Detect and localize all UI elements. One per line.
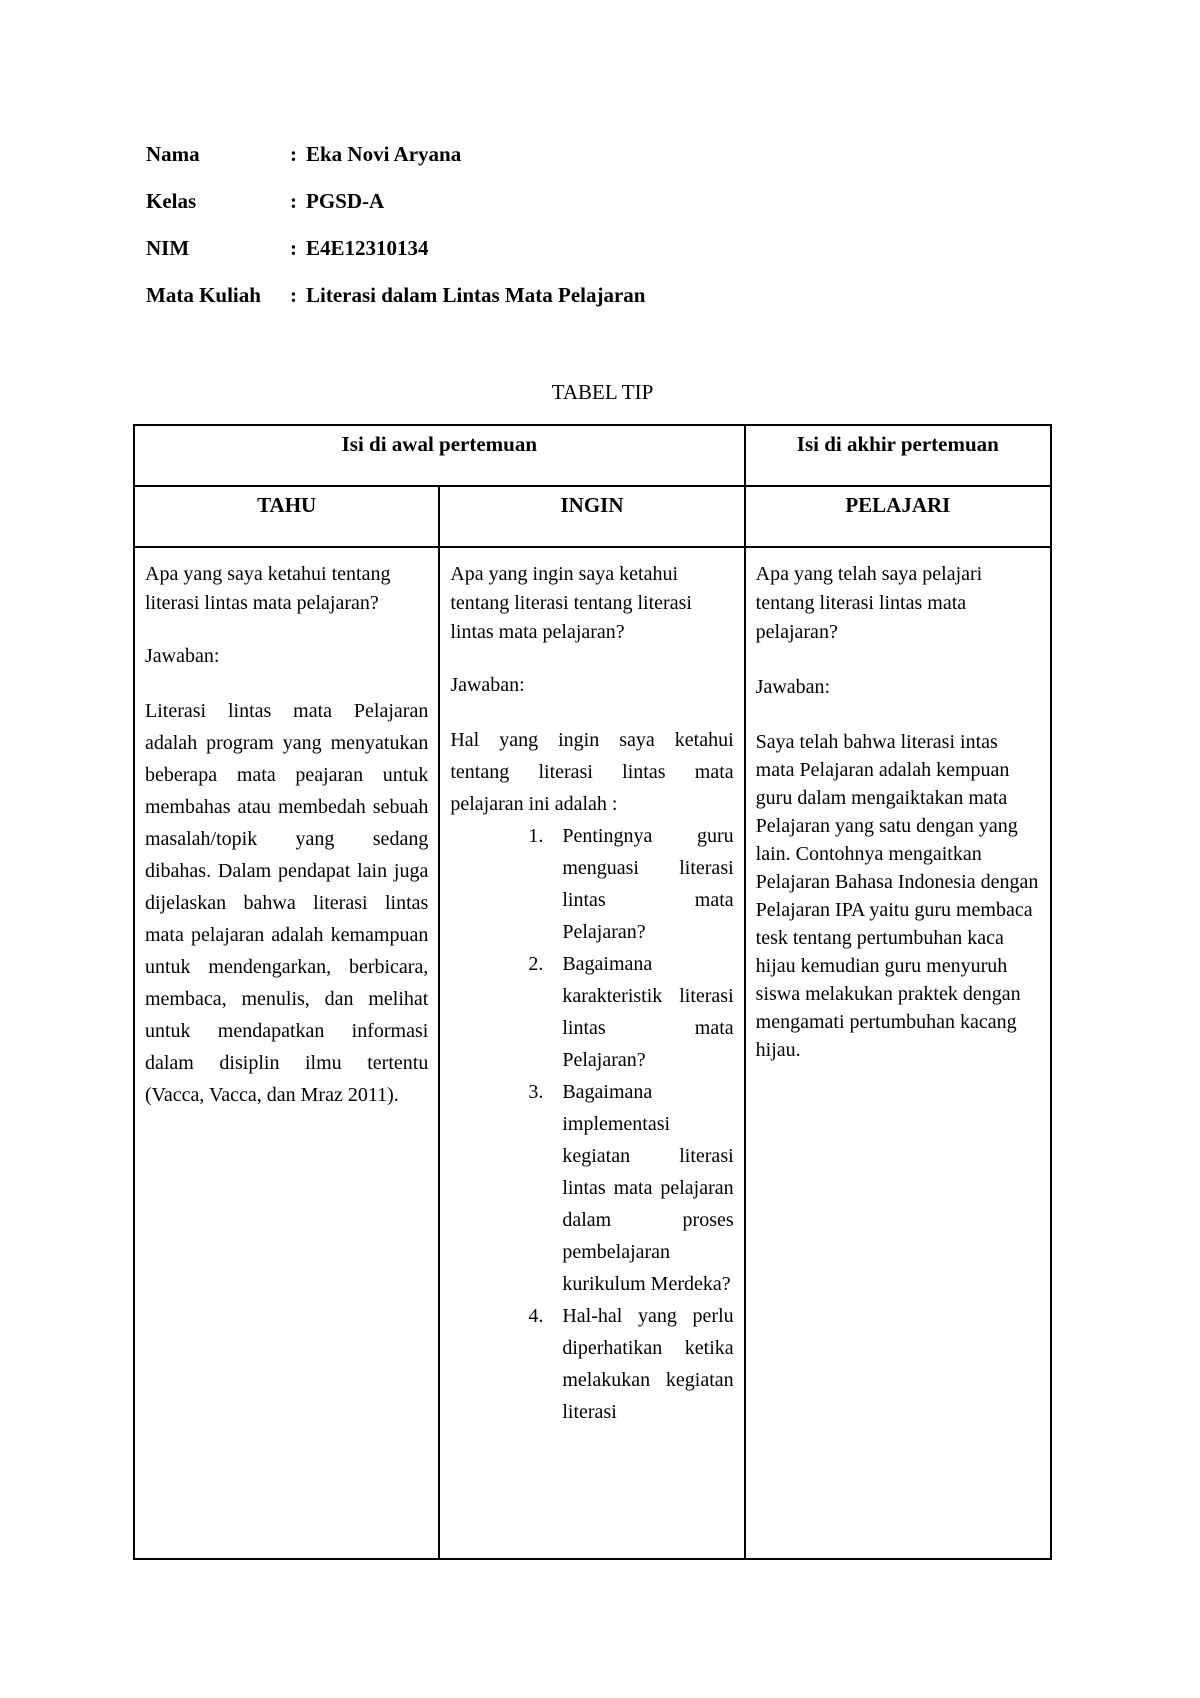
table-title: TABEL TIP [551, 380, 654, 404]
pelajari-answer: Saya telah bahwa literasi intas mata Pelajaran adalah kempuan guru dalam mengaiktakan mata Pelajaran yang satu dengan yang lain. Contohnya mengaitkan Pelajaran Bahasa Indonesia dengan Pelajaran IPA yaitu guru membaca tesk tentang pertumbuhan kaca hijau kemudian guru menyuruh siswa melakukan praktek dengan mengamati pertumbuhan kacang hijau. [755, 731, 1039, 1061]
tahu-answer: Literasi lintas mata Pelajaran adalah program yang menyatukan beberapa mata peajaran untuk membahas atau membedah sebuah masalah/topik yang sedang dibahas. Dalam pendapat lain juga dijelaskan bahwa literasi lintas mata pelajaran adalah kemampuan untuk mendengarkan, berbicara, membaca, menulis, dan melihat untuk mendapatkan informasi dalam disiplin ilmu tertentu (Vacca, Vacca, dan Mraz 2011). [145, 700, 429, 1106]
identity-row-nim [146, 236, 645, 283]
list-item: 4. Hal-hal yang perlu diperhatikan ketika melakukan kegiatan literasi [548, 1300, 733, 1428]
identity-row-nama [146, 142, 645, 189]
ingin-question: Apa yang ingin saya ketahui tentang literasi tentang literasi lintas mata pelajaran? [450, 563, 692, 643]
header-row-phase [134, 425, 1051, 486]
student-identity [146, 142, 645, 330]
list-item: 1. Pentingnya guru menguasi literasi lintas mata Pelajaran? [548, 820, 733, 948]
content-row [134, 547, 1051, 1559]
identity-value: Eka Novi Aryana [306, 142, 462, 166]
tip-table [133, 424, 1052, 1560]
list-item: 2. Bagaimana karakteristik literasi lintas mata Pelajaran? [548, 948, 733, 1076]
ingin-intro: Hal yang ingin saya ketahui tentang literasi lintas mata pelajaran ini adalah : [450, 729, 734, 815]
ingin-answer-label: Jawaban: [450, 674, 525, 696]
identity-row-mata-kuliah [146, 283, 645, 330]
identity-label: Kelas [146, 189, 197, 213]
identity-label: Nama [146, 142, 200, 166]
cell-tahu [134, 547, 439, 1559]
cell-pelajari [745, 547, 1051, 1559]
identity-colon: : [290, 189, 297, 213]
tahu-answer-label: Jawaban: [145, 645, 220, 667]
ingin-list [450, 820, 733, 1428]
header-start-meeting: Isi di awal pertemuan [134, 425, 745, 486]
column-header-tahu: TAHU [134, 486, 439, 547]
header-end-meeting: Isi di akhir pertemuan [745, 425, 1051, 486]
identity-colon: : [290, 283, 297, 307]
header-row-columns [134, 486, 1051, 547]
column-header-ingin: INGIN [439, 486, 744, 547]
identity-colon: : [290, 142, 297, 166]
tahu-question: Apa yang saya ketahui tentang literasi lintas mata pelajaran? [145, 563, 391, 614]
identity-value: Literasi dalam Lintas Mata Pelajaran [306, 283, 646, 307]
list-item: 3. Bagaimana implementasi kegiatan literasi lintas mata pelajaran dalam proses pembelajaran kurikulum Merdeka? [548, 1076, 733, 1300]
pelajari-question: Apa yang telah saya pelajari tentang literasi lintas mata pelajaran? [755, 563, 983, 643]
cell-ingin [439, 547, 744, 1559]
identity-value: PGSD-A [306, 189, 385, 213]
pelajari-answer-label: Jawaban: [755, 676, 831, 698]
identity-row-kelas [146, 189, 645, 236]
identity-label: NIM [146, 236, 190, 260]
identity-label: Mata Kuliah [146, 283, 261, 307]
identity-value: E4E12310134 [306, 236, 429, 260]
identity-colon: : [290, 236, 297, 260]
column-header-pelajari: PELAJARI [745, 486, 1051, 547]
